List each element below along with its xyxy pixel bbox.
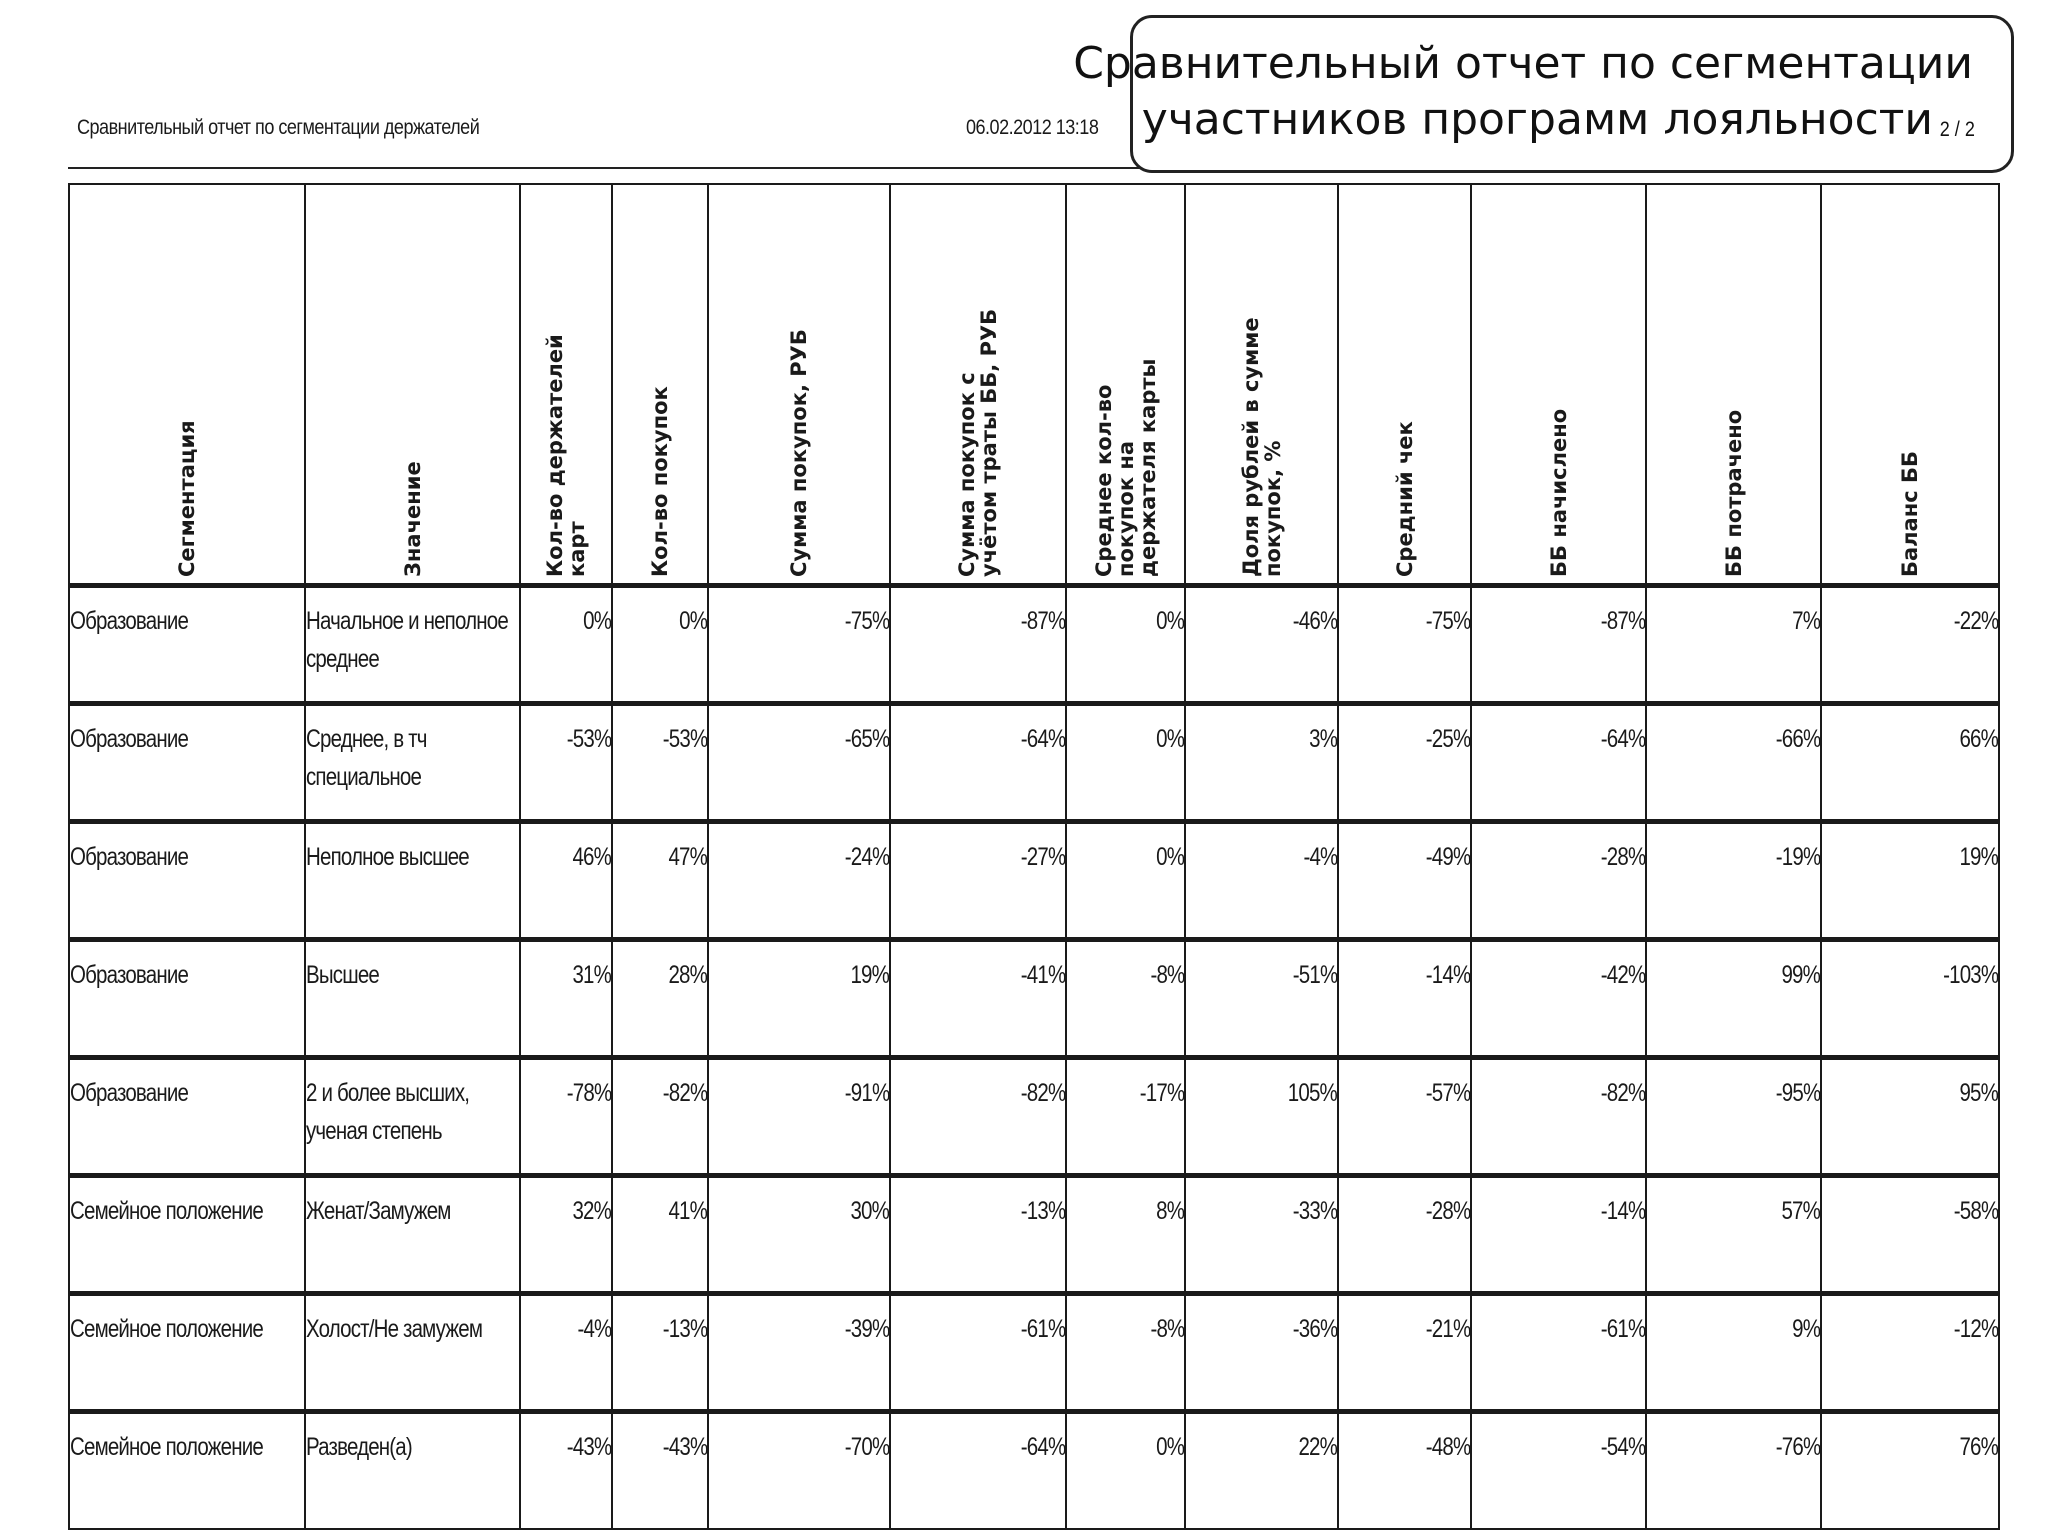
slide-title-line-2: участников программ лояльности bbox=[1141, 94, 1933, 145]
metric-cell bbox=[890, 1411, 1066, 1529]
metric-cell bbox=[890, 1293, 1066, 1411]
segment-cell bbox=[69, 1175, 305, 1293]
metric-cell bbox=[1066, 1411, 1185, 1529]
value-cell bbox=[305, 821, 520, 939]
cell-text: 3% bbox=[1309, 724, 1337, 753]
metric-cell bbox=[708, 703, 890, 821]
metric-cell bbox=[1821, 1175, 1999, 1293]
metric-cell bbox=[1821, 939, 1999, 1057]
cell-text: -53% bbox=[566, 724, 611, 753]
metric-cell bbox=[520, 1293, 612, 1411]
cell-text: -4% bbox=[1302, 842, 1337, 871]
metric-cell bbox=[1821, 1411, 1999, 1529]
metric-cell bbox=[1066, 585, 1185, 703]
metric-cell bbox=[1066, 1293, 1185, 1411]
metric-cell bbox=[520, 821, 612, 939]
cell-text: -46% bbox=[1292, 606, 1337, 635]
metric-cell bbox=[1185, 1057, 1338, 1175]
cell-text: Женат/Замужем bbox=[306, 1196, 451, 1225]
value-cell bbox=[305, 703, 520, 821]
metric-cell bbox=[1821, 1293, 1999, 1411]
metric-cell bbox=[1471, 585, 1646, 703]
segment-cell bbox=[69, 585, 305, 703]
table-row bbox=[69, 1293, 1999, 1411]
cell-text: -25% bbox=[1425, 724, 1470, 753]
column-header-label: Сегментация bbox=[175, 419, 199, 577]
value-cell bbox=[305, 1411, 520, 1529]
cell-text: Разведен(а) bbox=[306, 1432, 412, 1461]
metric-cell bbox=[1646, 1057, 1821, 1175]
cell-text: -65% bbox=[844, 724, 889, 753]
segment-cell bbox=[69, 1057, 305, 1175]
cell-text: 66% bbox=[1959, 724, 1998, 753]
cell-text: Неполное высшее bbox=[306, 842, 469, 871]
cell-text: -64% bbox=[1020, 1432, 1065, 1461]
column-header-11 bbox=[1821, 184, 1999, 585]
metric-cell bbox=[890, 821, 1066, 939]
cell-text: -51% bbox=[1292, 960, 1337, 989]
cell-text: -75% bbox=[844, 606, 889, 635]
cell-text: -53% bbox=[662, 724, 707, 753]
column-header-label: ББ начислено bbox=[1546, 408, 1571, 577]
metric-cell bbox=[890, 585, 1066, 703]
cell-text: -14% bbox=[1600, 1196, 1645, 1225]
metric-cell bbox=[1471, 1057, 1646, 1175]
cell-text: -58% bbox=[1953, 1196, 1998, 1225]
cell-text: 95% bbox=[1959, 1078, 1998, 1107]
metric-cell bbox=[708, 1411, 890, 1529]
cell-text: -36% bbox=[1292, 1314, 1337, 1343]
metric-cell bbox=[1066, 939, 1185, 1057]
cell-text: -43% bbox=[566, 1432, 611, 1461]
cell-text: -28% bbox=[1425, 1196, 1470, 1225]
metric-cell bbox=[1646, 1175, 1821, 1293]
metric-cell bbox=[1646, 1293, 1821, 1411]
report-datetime: 06.02.2012 13:18 bbox=[966, 116, 1099, 139]
cell-text: -87% bbox=[1600, 606, 1645, 635]
table-row bbox=[69, 939, 1999, 1057]
cell-text: -87% bbox=[1020, 606, 1065, 635]
cell-text: 46% bbox=[572, 842, 611, 871]
segment-cell bbox=[69, 1411, 305, 1529]
cell-text: -43% bbox=[662, 1432, 707, 1461]
cell-text: 105% bbox=[1287, 1078, 1337, 1107]
metric-cell bbox=[1821, 1057, 1999, 1175]
column-header-label: Сумма покупок с учётом траты ББ, РУБ bbox=[955, 308, 1001, 577]
column-header-0 bbox=[69, 184, 305, 585]
cell-text: Начальное и неполное среднее bbox=[306, 606, 508, 673]
metric-cell bbox=[612, 1175, 708, 1293]
column-header-1 bbox=[305, 184, 520, 585]
column-header-label: Доля рублей в сумме покупок, % bbox=[1238, 316, 1285, 577]
metric-cell bbox=[1471, 703, 1646, 821]
cell-text: -42% bbox=[1600, 960, 1645, 989]
column-header-8 bbox=[1338, 184, 1471, 585]
cell-text: -41% bbox=[1020, 960, 1065, 989]
cell-text: -66% bbox=[1775, 724, 1820, 753]
metric-cell bbox=[708, 939, 890, 1057]
metric-cell bbox=[1471, 1293, 1646, 1411]
cell-text: Образование bbox=[70, 1078, 189, 1107]
metric-cell bbox=[520, 1411, 612, 1529]
cell-text: -19% bbox=[1775, 842, 1820, 871]
column-header-label: Баланс ББ bbox=[1898, 450, 1922, 577]
metric-cell bbox=[1338, 1411, 1471, 1529]
metric-cell bbox=[1185, 1411, 1338, 1529]
cell-text: -39% bbox=[844, 1314, 889, 1343]
cell-text: 57% bbox=[1781, 1196, 1820, 1225]
metric-cell bbox=[520, 1175, 612, 1293]
cell-text: 31% bbox=[572, 960, 611, 989]
cell-text: -78% bbox=[566, 1078, 611, 1107]
cell-text: -12% bbox=[1953, 1314, 1998, 1343]
metric-cell bbox=[1646, 703, 1821, 821]
cell-text: -82% bbox=[662, 1078, 707, 1107]
cell-text: -4% bbox=[576, 1314, 611, 1343]
cell-text: 0% bbox=[583, 606, 611, 635]
cell-text: -8% bbox=[1149, 960, 1184, 989]
segment-cell bbox=[69, 703, 305, 821]
cell-text: 99% bbox=[1781, 960, 1820, 989]
column-header-9 bbox=[1471, 184, 1646, 585]
cell-text: 19% bbox=[850, 960, 889, 989]
table-row bbox=[69, 585, 1999, 703]
column-header-label: Кол-во покупок bbox=[648, 385, 672, 577]
metric-cell bbox=[1646, 939, 1821, 1057]
table-row bbox=[69, 821, 1999, 939]
cell-text: -82% bbox=[1020, 1078, 1065, 1107]
metric-cell bbox=[890, 1175, 1066, 1293]
cell-text: -91% bbox=[844, 1078, 889, 1107]
metric-cell bbox=[708, 1293, 890, 1411]
cell-text: -70% bbox=[844, 1432, 889, 1461]
metric-cell bbox=[1185, 1175, 1338, 1293]
metric-cell bbox=[1471, 939, 1646, 1057]
cell-text: 8% bbox=[1156, 1196, 1184, 1225]
cell-text: 32% bbox=[572, 1196, 611, 1225]
metric-cell bbox=[612, 1057, 708, 1175]
metric-cell bbox=[1185, 585, 1338, 703]
cell-text: -24% bbox=[844, 842, 889, 871]
column-header-label: ББ потрачено bbox=[1721, 409, 1746, 577]
metric-cell bbox=[1646, 821, 1821, 939]
cell-text: -61% bbox=[1020, 1314, 1065, 1343]
cell-text: 28% bbox=[668, 960, 707, 989]
cell-text: Образование bbox=[70, 960, 189, 989]
cell-text: Образование bbox=[70, 606, 189, 635]
cell-text: -13% bbox=[1020, 1196, 1065, 1225]
metric-cell bbox=[1338, 585, 1471, 703]
metric-cell bbox=[520, 703, 612, 821]
column-header-label: Сумма покупок, РУБ bbox=[787, 328, 811, 577]
cell-text: Среднее, в тч специальное bbox=[306, 724, 427, 791]
cell-text: -76% bbox=[1775, 1432, 1820, 1461]
metric-cell bbox=[1471, 1411, 1646, 1529]
value-cell bbox=[305, 585, 520, 703]
cell-text: -103% bbox=[1942, 960, 1998, 989]
cell-text: Высшее bbox=[306, 960, 379, 989]
column-header-10 bbox=[1646, 184, 1821, 585]
cell-text: -22% bbox=[1953, 606, 1998, 635]
metric-cell bbox=[612, 821, 708, 939]
cell-text: Семейное положение bbox=[70, 1314, 263, 1343]
column-header-5 bbox=[890, 184, 1066, 585]
segmentation-table bbox=[68, 183, 2000, 1530]
cell-text: -64% bbox=[1020, 724, 1065, 753]
metric-cell bbox=[1821, 703, 1999, 821]
metric-cell bbox=[1646, 585, 1821, 703]
segment-cell bbox=[69, 939, 305, 1057]
column-header-2 bbox=[520, 184, 612, 585]
metric-cell bbox=[708, 585, 890, 703]
metric-cell bbox=[890, 703, 1066, 821]
column-header-3 bbox=[612, 184, 708, 585]
cell-text: -82% bbox=[1600, 1078, 1645, 1107]
segment-cell bbox=[69, 1293, 305, 1411]
metric-cell bbox=[520, 939, 612, 1057]
value-cell bbox=[305, 1293, 520, 1411]
metric-cell bbox=[708, 1057, 890, 1175]
cell-text: -33% bbox=[1292, 1196, 1337, 1225]
metric-cell bbox=[1338, 703, 1471, 821]
metric-cell bbox=[612, 703, 708, 821]
table-body bbox=[69, 585, 1999, 1529]
metric-cell bbox=[1066, 1175, 1185, 1293]
cell-text: -14% bbox=[1425, 960, 1470, 989]
value-cell bbox=[305, 1175, 520, 1293]
metric-cell bbox=[1338, 939, 1471, 1057]
metric-cell bbox=[708, 1175, 890, 1293]
metric-cell bbox=[520, 585, 612, 703]
cell-text: -49% bbox=[1425, 842, 1470, 871]
cell-text: -8% bbox=[1149, 1314, 1184, 1343]
cell-text: Семейное положение bbox=[70, 1432, 263, 1461]
column-header-4 bbox=[708, 184, 890, 585]
cell-text: Холост/Не замужем bbox=[306, 1314, 483, 1343]
cell-text: 7% bbox=[1792, 606, 1820, 635]
cell-text: 9% bbox=[1792, 1314, 1820, 1343]
cell-text: Образование bbox=[70, 724, 189, 753]
metric-cell bbox=[1185, 939, 1338, 1057]
column-header-label: Среднее кол-во покупок на держателя карты bbox=[1091, 357, 1160, 577]
cell-text: 0% bbox=[1156, 724, 1184, 753]
report-title: Сравнительный отчет по сегментации держателей bbox=[77, 116, 480, 139]
metric-cell bbox=[1185, 821, 1338, 939]
cell-text: 47% bbox=[668, 842, 707, 871]
metric-cell bbox=[612, 585, 708, 703]
metric-cell bbox=[520, 1057, 612, 1175]
cell-text: -27% bbox=[1020, 842, 1065, 871]
cell-text: 2 и более высших, ученая степень bbox=[306, 1078, 470, 1145]
metric-cell bbox=[708, 821, 890, 939]
cell-text: -13% bbox=[662, 1314, 707, 1343]
cell-text: 0% bbox=[1156, 842, 1184, 871]
slide-title-line-1: Сравнительный отчет по сегментации bbox=[1073, 38, 1973, 89]
metric-cell bbox=[612, 1411, 708, 1529]
cell-text: -64% bbox=[1600, 724, 1645, 753]
column-header-6 bbox=[1066, 184, 1185, 585]
metric-cell bbox=[1066, 703, 1185, 821]
table-row bbox=[69, 1175, 1999, 1293]
metric-cell bbox=[890, 939, 1066, 1057]
column-header-label: Кол-во держателей карт bbox=[543, 333, 589, 577]
cell-text: -95% bbox=[1775, 1078, 1820, 1107]
cell-text: 22% bbox=[1298, 1432, 1337, 1461]
cell-text: -75% bbox=[1425, 606, 1470, 635]
slide-title-box bbox=[1073, 15, 2014, 173]
metric-cell bbox=[1338, 1293, 1471, 1411]
metric-cell bbox=[612, 939, 708, 1057]
column-header-7 bbox=[1185, 184, 1338, 585]
cell-text: 0% bbox=[679, 606, 707, 635]
cell-text: Образование bbox=[70, 842, 189, 871]
column-header-label: Средний чек bbox=[1392, 420, 1417, 577]
metric-cell bbox=[1338, 1057, 1471, 1175]
metric-cell bbox=[612, 1293, 708, 1411]
segment-cell bbox=[69, 821, 305, 939]
cell-text: -48% bbox=[1425, 1432, 1470, 1461]
cell-text: 0% bbox=[1156, 606, 1184, 635]
cell-text: 19% bbox=[1959, 842, 1998, 871]
metric-cell bbox=[1338, 1175, 1471, 1293]
cell-text: 76% bbox=[1959, 1432, 1998, 1461]
metric-cell bbox=[1066, 821, 1185, 939]
metric-cell bbox=[1066, 1057, 1185, 1175]
metric-cell bbox=[1821, 821, 1999, 939]
metric-cell bbox=[1338, 821, 1471, 939]
table-row bbox=[69, 703, 1999, 821]
metric-cell bbox=[1471, 821, 1646, 939]
cell-text: -61% bbox=[1600, 1314, 1645, 1343]
value-cell bbox=[305, 939, 520, 1057]
metric-cell bbox=[890, 1057, 1066, 1175]
cell-text: -54% bbox=[1600, 1432, 1645, 1461]
cell-text: -21% bbox=[1425, 1314, 1470, 1343]
cell-text: -17% bbox=[1139, 1078, 1184, 1107]
table-row bbox=[69, 1411, 1999, 1529]
metric-cell bbox=[1185, 703, 1338, 821]
table-row bbox=[69, 1057, 1999, 1175]
cell-text: Семейное положение bbox=[70, 1196, 263, 1225]
value-cell bbox=[305, 1057, 520, 1175]
metric-cell bbox=[1471, 1175, 1646, 1293]
column-header-label: Значение bbox=[400, 460, 425, 577]
cell-text: -57% bbox=[1425, 1078, 1470, 1107]
table-header-row bbox=[69, 184, 1999, 585]
cell-text: 41% bbox=[668, 1196, 707, 1225]
cell-text: 30% bbox=[850, 1196, 889, 1225]
metric-cell bbox=[1821, 585, 1999, 703]
cell-text: 0% bbox=[1156, 1432, 1184, 1461]
metric-cell bbox=[1185, 1293, 1338, 1411]
metric-cell bbox=[1646, 1411, 1821, 1529]
page-number: 2 / 2 bbox=[1939, 118, 1975, 141]
cell-text: -28% bbox=[1600, 842, 1645, 871]
